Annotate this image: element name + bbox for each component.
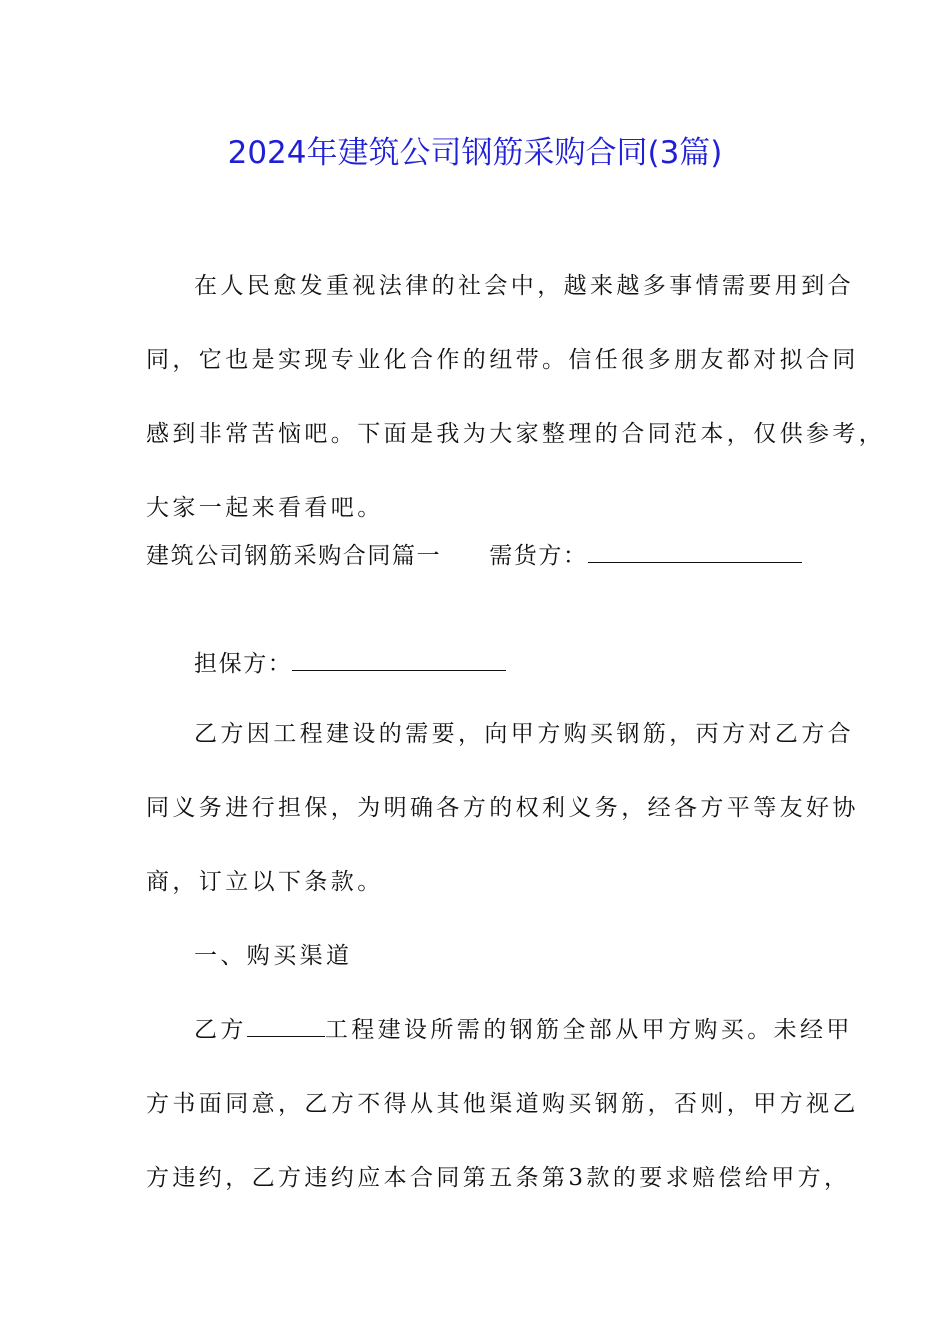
intro-line-3: 感到非常苦恼吧。下面是我为大家整理的合同范本，仅供参考， bbox=[146, 421, 886, 447]
intro-line-2: 同，它也是实现专业化合作的纽带。信任很多朋友都对拟合同 bbox=[146, 347, 859, 373]
guarantor-label: 担保方： bbox=[194, 651, 293, 677]
section-heading-row bbox=[146, 538, 802, 574]
guarantor-blank[interactable] bbox=[292, 648, 506, 671]
clause1-line-1 bbox=[194, 1012, 853, 1048]
para1-line-3: 商，订立以下条款。 bbox=[146, 869, 384, 895]
project-blank[interactable] bbox=[247, 1014, 325, 1037]
guarantor-row bbox=[194, 646, 506, 682]
para1-line-2: 同义务进行担保，为明确各方的权利义务，经各方平等友好协 bbox=[146, 795, 859, 821]
clause1-heading: 一、购买渠道 bbox=[194, 943, 353, 969]
clause1-start: 乙方 bbox=[194, 1017, 247, 1043]
buyer-label: 需货方： bbox=[489, 543, 588, 569]
intro-line-1: 在人民愈发重视法律的社会中，越来越多事情需要用到合 bbox=[194, 273, 854, 299]
buyer-blank[interactable] bbox=[588, 540, 802, 563]
clause1-line-3: 方违约，乙方违约应本合同第五条第3款的要求赔偿给甲方， bbox=[146, 1165, 851, 1191]
clause1-rest: 工程建设所需的钢筋全部从甲方购买。未经甲 bbox=[324, 1017, 853, 1043]
document-title: 2024年建筑公司钢筋采购合同(3篇) bbox=[227, 135, 723, 171]
intro-line-4: 大家一起来看看吧。 bbox=[146, 495, 384, 521]
section-heading: 建筑公司钢筋采购合同篇一 bbox=[146, 543, 442, 569]
para1-line-1: 乙方因工程建设的需要，向甲方购买钢筋，丙方对乙方合 bbox=[194, 721, 854, 747]
clause1-line-2: 方书面同意，乙方不得从其他渠道购买钢筋，否则，甲方视乙 bbox=[146, 1091, 859, 1117]
